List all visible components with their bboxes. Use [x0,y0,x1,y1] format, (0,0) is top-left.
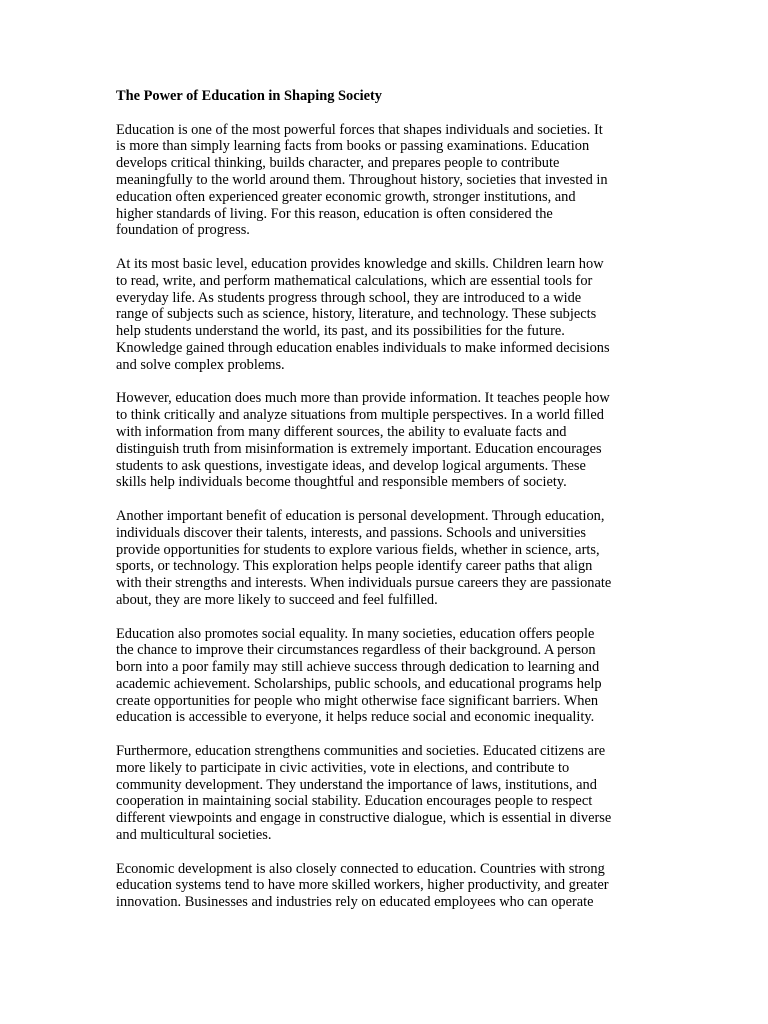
text-line: about, they are more likely to succeed and feel fulfilled. [116,591,438,608]
text-line: At its most basic level, education provides knowledge and skills. Children learn how [116,255,604,272]
document-body [116,88,656,928]
text-line: and multicultural societies. [116,827,272,844]
document-title: The Power of Education in Shaping Society [116,88,382,104]
paragraph [116,256,656,374]
text-line: innovation. Businesses and industries rely on educated employees who can operate [116,894,594,911]
paragraph [116,390,656,491]
text-line: education is accessible to everyone, it helps reduce social and economic inequality. [116,709,595,726]
paragraph [116,122,656,240]
text-line: community development. They understand the importance of laws, institutions, and [116,776,597,793]
text-line: students to ask questions, investigate ideas, and develop logical arguments. These [116,457,586,474]
text-line: Education is one of the most powerful forces that shapes individuals and societies. It [116,121,603,138]
text-line: with their strengths and interests. When individuals pursue careers they are passionate [116,575,612,592]
paragraph [116,743,656,844]
text-line: develops critical thinking, builds character, and prepares people to contribute [116,155,560,172]
text-line: foundation of progress. [116,222,250,239]
paragraph-list [116,122,656,911]
text-line: create opportunities for people who might otherwise face significant barriers. When [116,692,599,709]
text-line: sports, or technology. This exploration helps people identify career paths that align [116,558,593,575]
text-line: individuals discover their talents, interests, and passions. Schools and universities [116,524,587,541]
text-line: Furthermore, education strengthens communities and societies. Educated citizens are [116,743,606,760]
text-line: with information from many different sources, the ability to evaluate facts and [116,423,567,440]
text-line: cooperation in maintaining social stability. Education encourages people to respect [116,793,593,810]
text-line: Education also promotes social equality. In many societies, education offers people [116,625,595,642]
paragraph [116,626,656,727]
text-line: to read, write, and perform mathematical calculations, which are essential tools for [116,272,593,289]
paragraph [116,861,656,911]
text-line: help students understand the world, its past, and its possibilities for the future. [116,323,565,340]
text-line: education systems tend to have more skilled workers, higher productivity, and greater [116,877,609,894]
text-line: Knowledge gained through education enables individuals to make informed decisions [116,339,610,356]
text-line: However, education does much more than provide information. It teaches people how [116,390,610,407]
text-line: more likely to participate in civic activities, vote in elections, and contribute to [116,759,570,776]
text-line: Economic development is also closely connected to education. Countries with strong [116,860,605,877]
text-line: Another important benefit of education is personal development. Through education, [116,507,605,524]
text-line: range of subjects such as science, history, literature, and technology. These subjects [116,306,597,323]
text-line: higher standards of living. For this reason, education is often considered the [116,205,553,222]
text-line: distinguish truth from misinformation is extremely important. Education encourages [116,440,602,457]
text-line: education often experienced greater economic growth, stronger institutions, and [116,188,576,205]
text-line: different viewpoints and engage in constructive dialogue, which is essential in diverse [116,810,612,827]
text-line: the chance to improve their circumstances regardless of their background. A person [116,642,596,659]
text-line: provide opportunities for students to explore various fields, whether in science, arts, [116,541,600,558]
paragraph [116,508,656,609]
text-line: and solve complex problems. [116,356,285,373]
text-line: everyday life. As students progress through school, they are introduced to a wide [116,289,582,306]
text-line: born into a poor family may still achieve success through dedication to learning and [116,659,600,676]
text-line: academic achievement. Scholarships, public schools, and educational programs help [116,675,602,692]
text-line: to think critically and analyze situations from multiple perspectives. In a world filled [116,407,604,424]
text-line: is more than simply learning facts from books or passing examinations. Education [116,138,590,155]
text-line: meaningfully to the world around them. Throughout history, societies that invested in [116,171,608,188]
text-line: skills help individuals become thoughtful and responsible members of society. [116,474,567,491]
